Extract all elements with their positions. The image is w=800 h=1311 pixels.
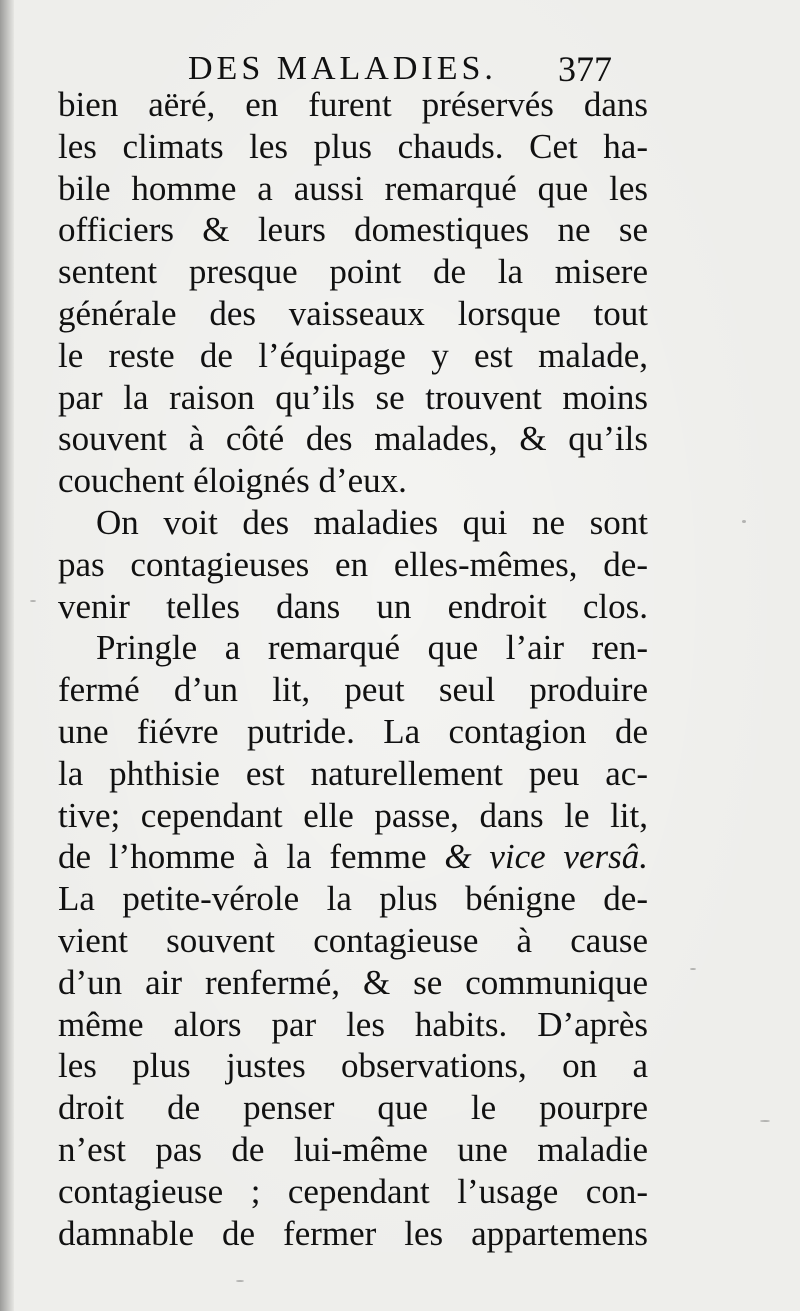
page-header [60,40,660,90]
text-line: vient souvent contagieuse à cause [58,920,648,960]
text-line: le reste de l’équipage y est malade, [58,335,648,375]
paper-speck [30,600,36,602]
text-line: une fiévre putride. La contagion de [58,711,648,751]
paragraph-start-line: Pringle a remarqué que l’air ren- [96,628,648,668]
paragraph-start-line: On voit des maladies qui ne sont [96,502,648,542]
text-line: sentent presque point de la misere [58,252,648,292]
paper-speck [690,968,696,970]
paper-speck [760,1120,770,1122]
text-line: contagieuse ; cependant l’usage con- [58,1171,648,1211]
text-line-with-italic [58,836,648,878]
text-line: La petite-vérole la plus bénigne de- [58,879,648,919]
text-line: officiers & leurs domestiques ne se [58,210,648,250]
text-segment: de l’homme à la femme [58,837,427,877]
italic-phrase: & vice versâ. [444,837,648,877]
text-line: tive; cependant elle passe, dans le lit, [58,795,648,835]
text-line: les plus justes observations, on a [58,1046,648,1086]
text-line: bien aëré, en furent préservés dans [58,85,648,124]
text-line: même alors par les habits. D’après [58,1004,648,1044]
page-number: 377 [558,49,612,89]
text-line: par la raison qu’ils se trouvent moins [58,377,648,417]
text-line: droit de penser que le pourpre [58,1088,648,1128]
text-line: la phthisie est naturellement peu ac- [58,753,648,793]
text-line: souvent à côté des malades, & qu’ils [58,419,648,459]
text-line: damnable de fermer les appartemens [58,1213,648,1253]
running-head: DES MALADIES. [188,50,497,87]
text-line: les climats les plus chauds. Cet ha- [58,126,648,166]
binding-shadow [0,0,14,1311]
text-line: n’est pas de lui-même une maladie [58,1129,648,1169]
paper-speck [236,1280,244,1282]
text-line: d’un air renfermé, & se communique [58,962,648,1002]
text-line: bile homme a aussi remarqué que les [58,168,648,208]
text-line: pas contagieuses en elles-mêmes, de- [58,544,648,584]
body-text [58,84,648,1254]
text-line: couchent éloignés d’eux. [58,461,407,501]
text-line: venir telles dans un endroit clos. [58,586,648,626]
paper-speck [742,520,746,523]
text-line: fermé d’un lit, peut seul produire [58,670,648,710]
text-line: générale des vaisseaux lorsque tout [58,293,648,333]
